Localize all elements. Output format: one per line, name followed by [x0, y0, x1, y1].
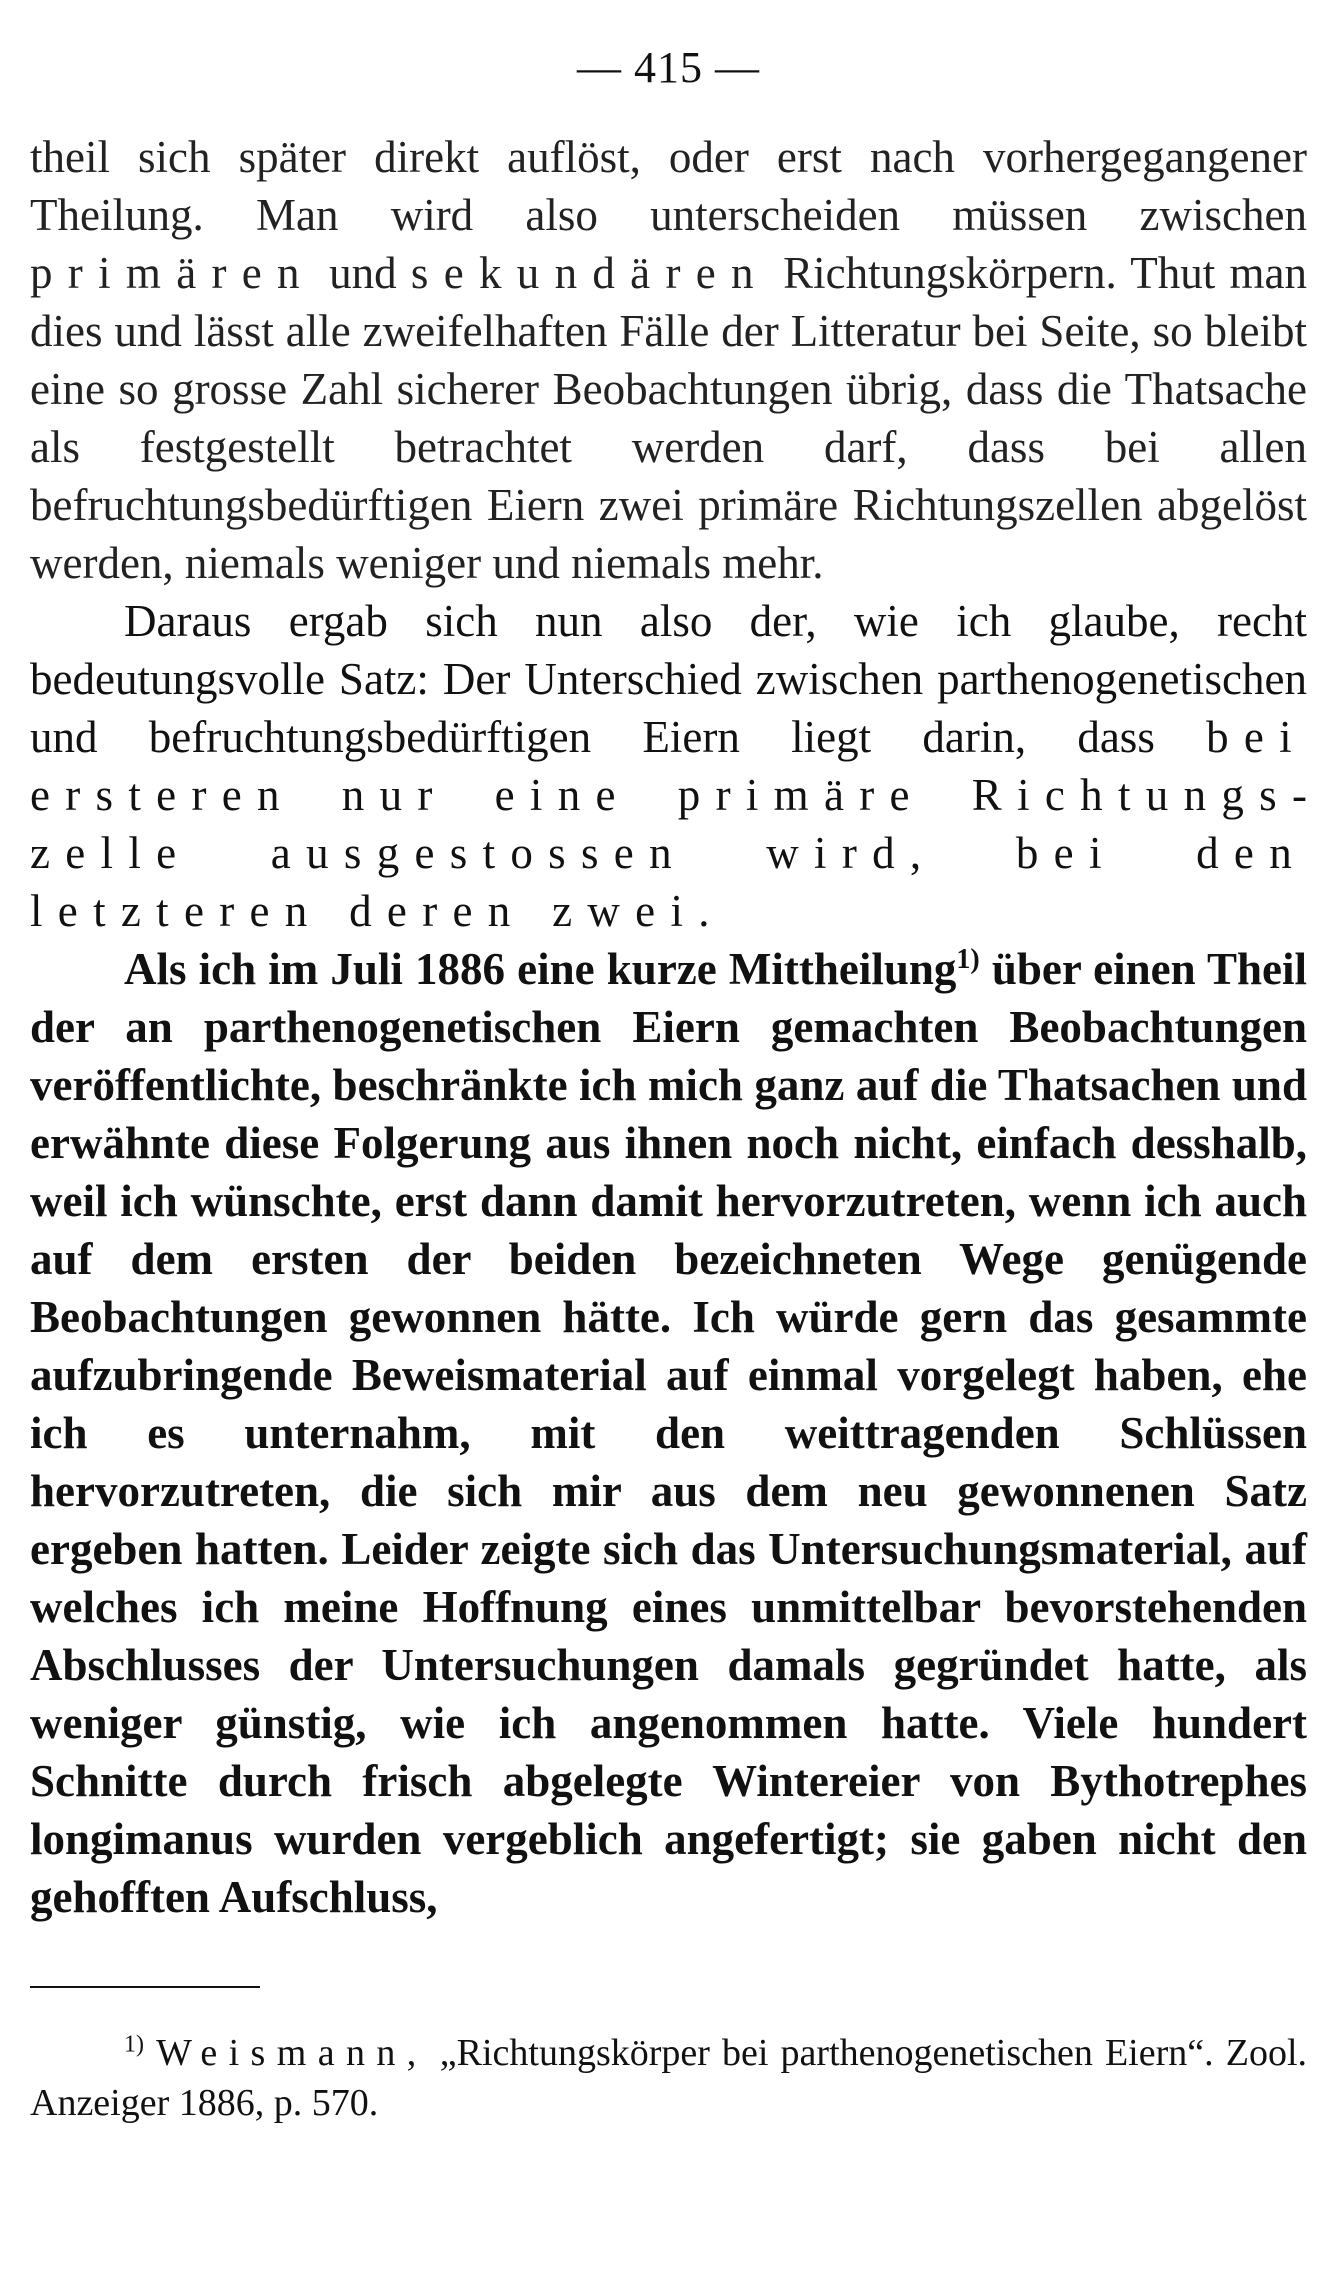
footnote-divider: [30, 1986, 260, 1988]
paragraph-1-text-b: und: [314, 248, 411, 298]
paragraph-1-text-a: theil sich später direkt auflöst, oder erst nach vorhergegangener Theilung. Man wird also unterscheiden müssen zwischen: [30, 132, 1307, 240]
emphasis-sekundaeren: sekundären: [410, 248, 769, 298]
emphasis-conclusion: bei ersteren nur eine primäre Richtungszelle ausgestossen wird, bei den letzteren deren zwei.: [30, 712, 1307, 936]
footnote: [30, 2028, 1307, 2128]
paragraph-3: [30, 940, 1307, 1926]
footnote-reference[interactable]: 1): [956, 944, 980, 975]
body-text: [30, 128, 1307, 1926]
paragraph-1: [30, 128, 1307, 592]
paragraph-2: [30, 592, 1307, 940]
paragraph-2-text-a: Daraus ergab sich nun also der, wie ich glaube, recht bedeutungsvolle Satz: Der Unterschied zwischen parthenogenetischen und befruchtungsbedürftigen Eiern liegt darin, dass: [30, 596, 1307, 762]
page-number-header: — 415 —: [577, 43, 760, 92]
page: [30, 40, 1307, 2128]
emphasis-primaeren: primären: [30, 248, 315, 298]
footnote-text: „Richtungskörper bei parthenogenetischen Eiern“. Zool. Anzeiger 1886, p. 570.: [30, 2032, 1307, 2124]
footnote-author: Weismann,: [156, 2032, 428, 2074]
paragraph-3-text-b: über einen Theil der an parthenogenetischen Eiern gemachten Beobachtungen veröffentlichte, beschränkte ich mich ganz auf die Thatsachen und erwähnte diese Folgerung aus ihnen noch nicht, einfach desshalb, weil ich wünschte, erst dann damit hervorzutreten, wenn ich auch auf dem ersten der beiden bezeichneten Wege genügende Beobachtungen gewonnen hätte. Ich würde gern das gesammte aufzubringende Beweismaterial auf einmal vorgelegt haben, ehe ich es unternahm, mit den weittragenden Schlüssen hervorzutreten, die sich mir aus dem neu gewonnenen Satz ergeben hatten. Leider zeigte sich das Untersuchungsmaterial, auf welches ich meine Hoffnung eines unmittelbar bevorstehenden Abschlusses der Untersuchungen damals gegründet hatte, als weniger günstig, wie ich angenommen hatte. Viele hundert Schnitte durch frisch abgelegte Wintereier von Bythotrephes longimanus wurden vergeblich angefertigt; sie gaben nicht den gehofften Aufschluss,: [30, 944, 1307, 1922]
paragraph-1-text-c: Richtungskörpern. Thut man dies und lässt alle zweifelhaften Fälle der Litteratur bei Seite, so bleibt eine so grosse Zahl sicherer Beobachtungen übrig, dass die Thatsache als festgestellt betrachtet werden darf, dass bei allen befruchtungsbedürftigen Eiern zwei primäre Richtungszellen abgelöst werden, niemals weniger und niemals mehr.: [30, 248, 1307, 588]
footnote-marker: 1): [124, 2031, 144, 2058]
paragraph-3-text-a: Als ich im Juli 1886 eine kurze Mittheilung: [124, 944, 957, 994]
